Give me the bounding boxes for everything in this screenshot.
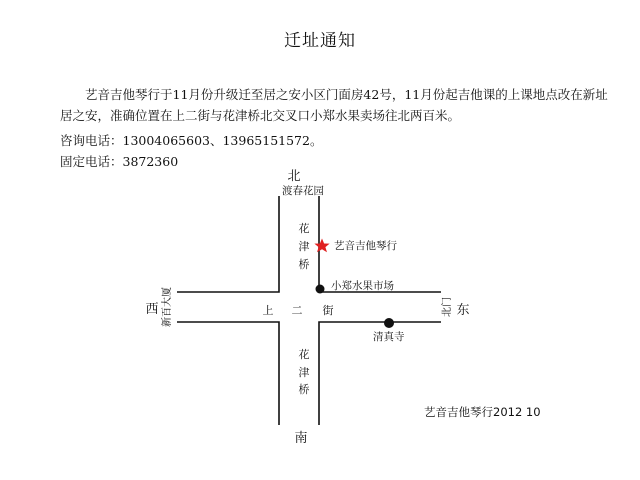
fixed-phone: 固定电话：3872360 [60,154,179,169]
road-south-char-2: 津 [298,366,310,379]
west-label: 西 [145,302,159,317]
west-place: 新百大厦 [162,287,173,327]
east-place: 北门 [442,297,453,317]
notice-paragraph: 艺音吉他琴行于11月份升级迁至居之安小区门面房42号，11月份起吉他课的上课地点改在新址居之安，准确位置在上二街与花津桥北交叉口小郑水果卖场往北两百米。 [60,87,608,123]
market-label: 小郑水果市场 [331,280,394,292]
road-ew-char-1: 上 [262,304,274,317]
road-north-char-1: 花 [298,222,310,235]
road-south-char-1: 花 [298,348,310,361]
consult-phone: 咨询电话：13004065603、13965151572。 [60,133,323,148]
temple-label: 清真寺 [373,331,405,343]
south-label: 南 [294,431,308,446]
road-ew-char-2: 二 [291,304,303,317]
road-edge-west-vertical-lower [177,322,279,425]
road-south-char-3: 桥 [298,383,310,396]
signature: 艺音吉他琴行2012 10 [424,405,541,419]
store-label: 艺音吉他琴行 [334,240,397,252]
temple-dot-icon [384,318,394,328]
road-north-char-2: 津 [298,240,310,253]
north-place: 渡春花园 [282,185,324,197]
road-north-char-3: 桥 [298,258,310,271]
store-star-icon [314,239,329,253]
east-label: 东 [456,303,470,318]
north-label: 北 [287,169,301,184]
market-dot-icon [316,285,325,294]
notice-title: 迁址通知 [284,31,356,51]
road-edge-west-vertical [177,196,279,292]
road-ew-char-3: 街 [322,304,334,317]
